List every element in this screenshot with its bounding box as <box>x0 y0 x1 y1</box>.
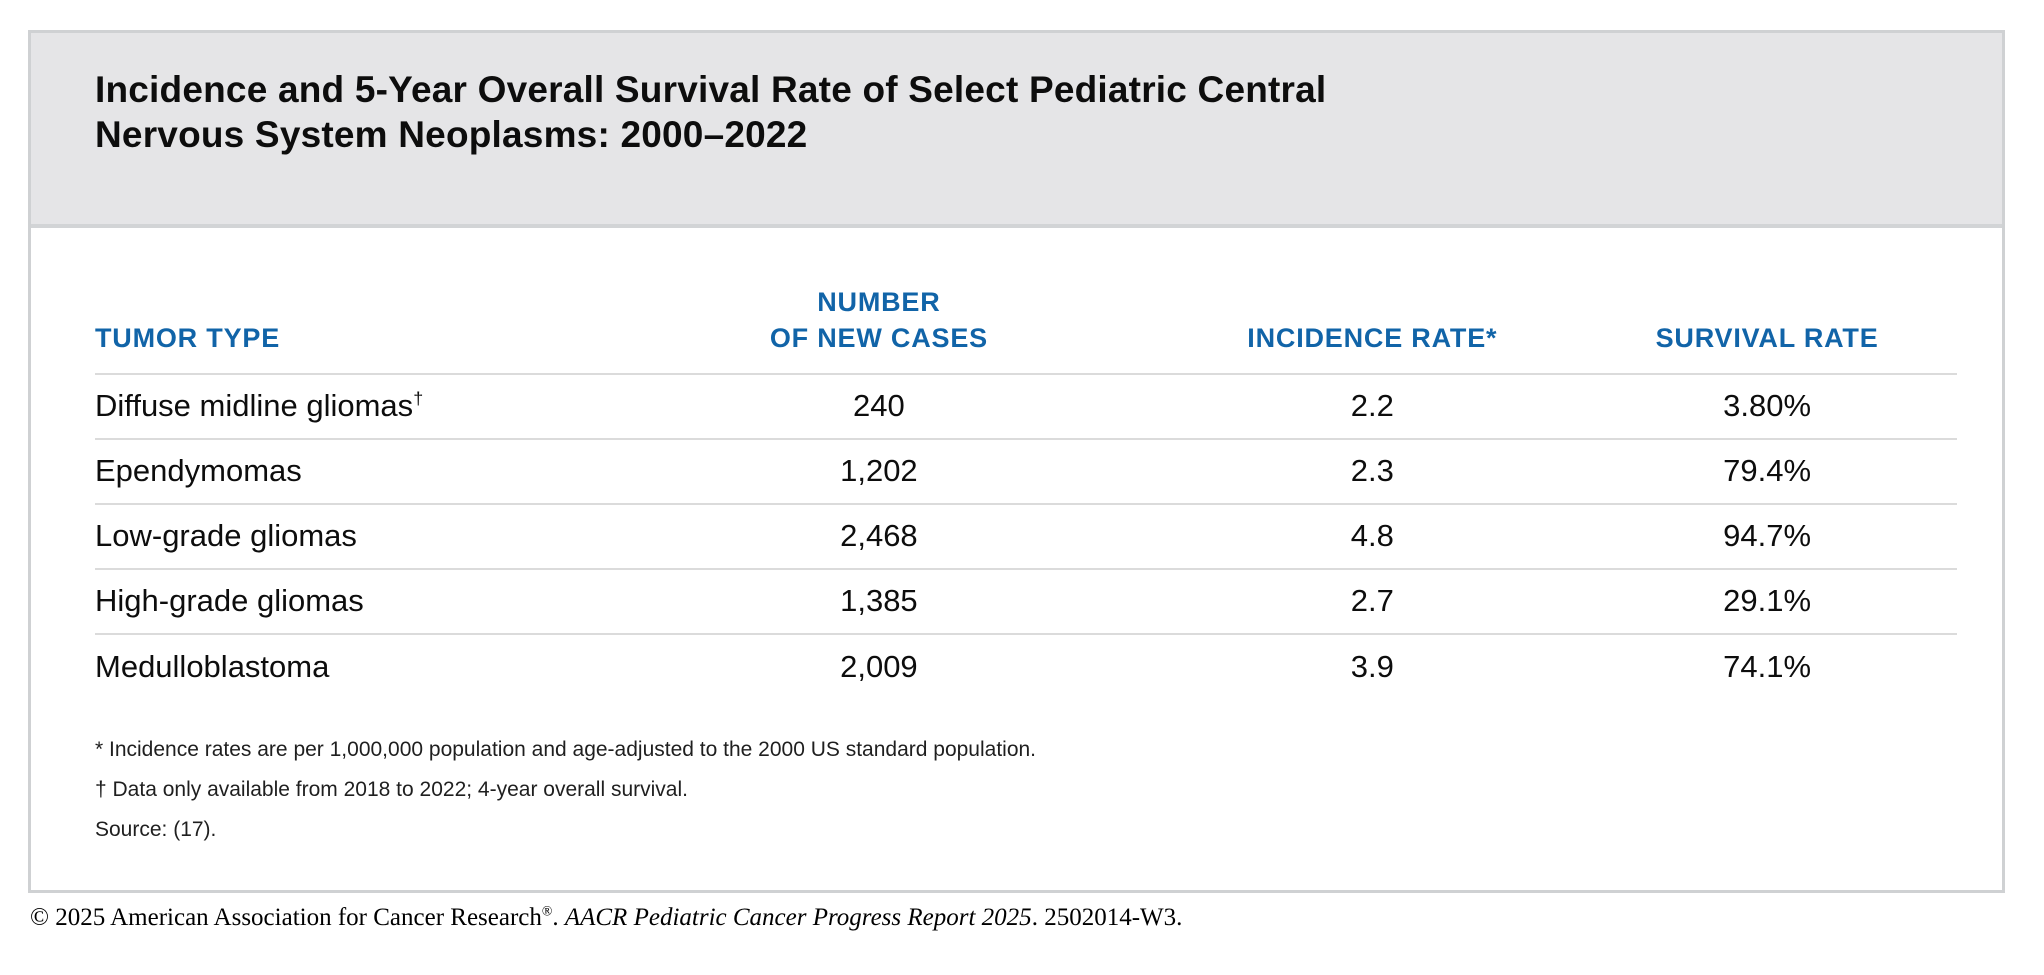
footnotes-block <box>31 699 2002 840</box>
tumor-type-cell <box>95 374 590 439</box>
column-header-incidence-rate <box>1168 228 1578 374</box>
figure-title-band <box>31 33 2002 228</box>
neoplasm-data-table <box>95 228 1957 699</box>
incidence-rate-cell: 2.7 <box>1168 569 1578 634</box>
incidence-rate-cell: 3.9 <box>1350 648 1394 684</box>
copyright-text: © 2025 American Association for Cancer Research <box>30 904 542 931</box>
column-header-tumor-type-label: TUMOR TYPE <box>95 323 281 354</box>
tumor-type-label: Diffuse midline gliomas <box>95 388 414 424</box>
column-header-new-cases <box>590 228 1167 374</box>
figure-title <box>95 67 1962 157</box>
column-header-incidence-rate-label: INCIDENCE RATE* <box>1247 323 1498 354</box>
table-row-medulloblastoma <box>95 634 1957 699</box>
survival-rate-cell: 29.1% <box>1577 569 1957 634</box>
table-header-row <box>95 228 1957 374</box>
footnote-source: Source: (17). <box>95 817 217 841</box>
tumor-type-cell: Low-grade gliomas <box>95 504 590 569</box>
new-cases-cell: 240 <box>590 374 1167 439</box>
survival-rate-cell: 94.7% <box>1577 504 1957 569</box>
survival-rate-cell: 3.80% <box>1577 374 1957 439</box>
survival-rate-cell: 79.4% <box>1577 439 1957 504</box>
figure-code-text: . 2502014-W3. <box>1031 904 1183 931</box>
figure-card <box>28 30 2005 893</box>
table-row-ependymomas <box>95 439 1957 504</box>
figure-title-line-2: Nervous System Neoplasms: 2000–2022 <box>95 114 808 156</box>
report-title-text: AACR Pediatric Cancer Progress Report 2025 <box>564 904 1032 931</box>
footnote-incidence-rates: * Incidence rates are per 1,000,000 population and age-adjusted to the 2000 US standard population. <box>95 737 1037 761</box>
column-header-new-cases-line-2: OF NEW CASES <box>769 323 988 354</box>
dagger-footnote-marker: † <box>413 389 424 410</box>
table-row-diffuse-midline-gliomas <box>95 374 1957 439</box>
tumor-type-cell: Medulloblastoma <box>95 648 330 684</box>
table-row-high-grade-gliomas <box>95 569 1957 634</box>
column-header-survival-rate <box>1577 228 1957 374</box>
copyright-separator: . <box>552 904 565 931</box>
incidence-rate-cell: 2.2 <box>1168 374 1578 439</box>
survival-rate-cell: 74.1% <box>1723 648 1812 684</box>
incidence-rate-cell: 4.8 <box>1168 504 1578 569</box>
figure-title-line-1: Incidence and 5-Year Overall Survival Rate of Select Pediatric Central <box>95 69 1327 110</box>
data-table-container <box>31 228 2002 699</box>
column-header-new-cases-line-1: NUMBER <box>817 287 941 317</box>
registered-trademark-symbol: ® <box>541 903 553 919</box>
new-cases-cell: 1,385 <box>590 569 1167 634</box>
table-row-low-grade-gliomas <box>95 504 1957 569</box>
copyright-line <box>30 904 1182 932</box>
new-cases-cell: 2,468 <box>590 504 1167 569</box>
incidence-rate-cell: 2.3 <box>1168 439 1578 504</box>
new-cases-cell: 1,202 <box>590 439 1167 504</box>
footnote-dagger: † Data only available from 2018 to 2022; 4-year overall survival. <box>95 777 688 801</box>
column-header-tumor-type <box>95 228 590 374</box>
column-header-survival-rate-label: SURVIVAL RATE <box>1655 323 1879 354</box>
tumor-type-cell: Ependymomas <box>95 439 590 504</box>
tumor-type-cell: High-grade gliomas <box>95 569 590 634</box>
new-cases-cell: 2,009 <box>840 648 918 684</box>
